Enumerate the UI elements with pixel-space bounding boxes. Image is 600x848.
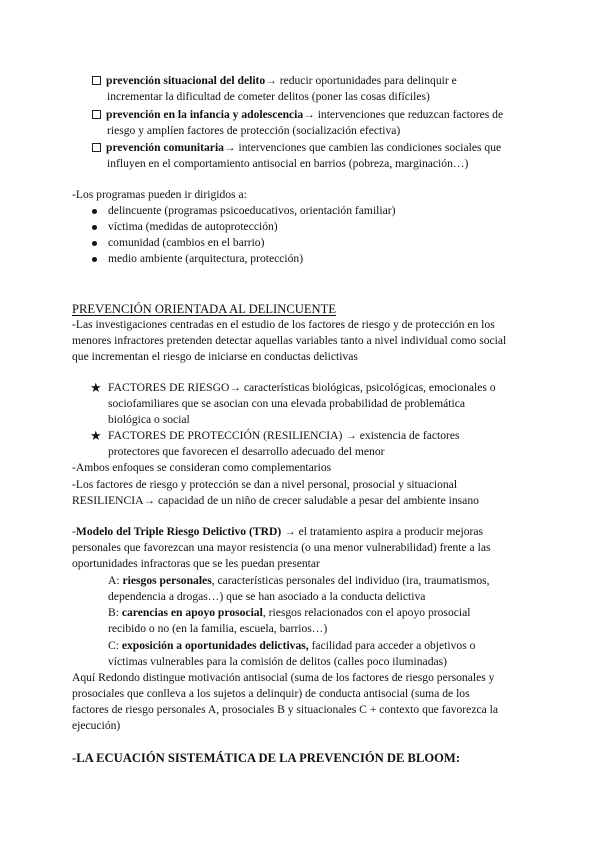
- bloom-heading: -LA ECUACIÓN SISTEMÁTICA DE LA PREVENCIÓN DE BLOOM:: [72, 751, 461, 765]
- bullet-icon: [92, 241, 97, 246]
- resilience-definition: RESILIENCIA→ capacidad de un niño de crecer saludable a pesar del ambiente insano: [72, 494, 479, 507]
- trd-item-b-cont: recibido o no (en la familia, escuela, barrios…): [108, 622, 328, 635]
- complementary-line: -Ambos enfoques se consideran como complementarios: [72, 461, 332, 474]
- levels-line: -Los factores de riesgo y protección se dan a nivel personal, prosocial y situacional: [72, 478, 458, 491]
- trd-item-c-cont: víctimas vulnerables para la comisión de delitos (calles poco iluminadas): [108, 655, 448, 668]
- trd-intro: -Modelo del Triple Riesgo Delictivo (TRD) → el tratamiento aspira a producir mejoras: [72, 525, 484, 538]
- risk-factors-item: FACTORES DE RIESGO→ características biológicas, psicológicas, emocionales o: [108, 381, 496, 394]
- prevention-item-situational-cont: incrementar la dificultad de cometer delitos (poner las cosas difíciles): [107, 90, 430, 103]
- protection-factors-cont: protectores que favorecen el desarrollo adecuado del menor: [108, 445, 385, 458]
- redondo-paragraph-line: factores de riesgo personales A, prosociales B y situacionales C + contexto que favorezca la: [72, 703, 499, 716]
- redondo-paragraph-line: ejecución): [72, 719, 121, 732]
- risk-factors-cont: sociofamiliares que se asocian con una elevada probabilidad de problemática: [108, 397, 466, 410]
- protection-factors-item: FACTORES DE PROTECCIÓN (RESILIENCIA) → existencia de factores: [108, 429, 460, 442]
- bullet-icon: [92, 209, 97, 214]
- trd-item-c: C: exposición a oportunidades delictivas, facilidad para acceder a objetivos o: [108, 639, 476, 652]
- checkbox-icon: [92, 110, 101, 119]
- trd-item-b: B: carencias en apoyo prosocial, riesgos relacionados con el apoyo prosocial: [108, 606, 471, 619]
- programs-intro: -Los programas pueden ir dirigidos a:: [72, 188, 247, 201]
- bullet-icon: [92, 257, 97, 262]
- section-heading-offender: PREVENCIÓN ORIENTADA AL DELINCUENTE: [72, 302, 337, 316]
- trd-item-a-cont: dependencia a drogas…) que se han asociado a la conducta delictiva: [108, 590, 426, 603]
- prevention-item-community: prevención comunitaria→ intervenciones que cambien las condiciones sociales que: [92, 140, 501, 156]
- bullet-icon: [92, 225, 97, 230]
- checkbox-icon: [92, 76, 101, 85]
- program-item: medio ambiente (arquitectura, protección): [108, 252, 304, 265]
- prevention-item-childhood-cont: riesgo y amplíen factores de protección (socialización efectiva): [107, 124, 401, 137]
- prevention-item-situational: prevención situacional del delito→ reducir oportunidades para delinquir e: [92, 73, 457, 89]
- star-icon: ★: [90, 428, 102, 443]
- section-paragraph-line: -Las investigaciones centradas en el estudio de los factores de riesgo y de protección en los: [72, 318, 495, 331]
- prevention-item-childhood: prevención en la infancia y adolescencia→ intervenciones que reduzcan factores de: [92, 107, 503, 123]
- trd-paragraph-line: oportunidades infractoras que se les puedan presentar: [72, 557, 320, 570]
- risk-factors-cont: biológica o social: [108, 413, 190, 426]
- star-icon: ★: [90, 380, 102, 395]
- program-item: víctima (medidas de autoprotección): [108, 220, 278, 233]
- checkbox-icon: [92, 143, 101, 152]
- redondo-paragraph-line: prosociales que conlleva a los sujetos a delinquir) de conducta antisocial (suma de los: [72, 687, 470, 700]
- section-paragraph-line: menores infractores pretenden detectar aquellas variables tanto a nivel individual como social: [72, 334, 507, 347]
- section-paragraph-line: que incrementan el riesgo de iniciarse en conductas delictivas: [72, 350, 358, 363]
- program-item: comunidad (cambios en el barrio): [108, 236, 265, 249]
- redondo-paragraph-line: Aquí Redondo distingue motivación antisocial (suma de los factores de riesgo personales y: [72, 671, 495, 684]
- program-item: delincuente (programas psicoeducativos, orientación familiar): [108, 204, 396, 217]
- trd-item-a: A: riesgos personales, características personales del individuo (ira, traumatismos,: [108, 574, 490, 587]
- trd-paragraph-line: personales que favorezcan una mayor resistencia (o una menor vulnerabilidad) frente a las: [72, 541, 491, 554]
- prevention-item-community-cont: influyen en el comportamiento antisocial en barrios (pobreza, marginación…): [107, 157, 469, 170]
